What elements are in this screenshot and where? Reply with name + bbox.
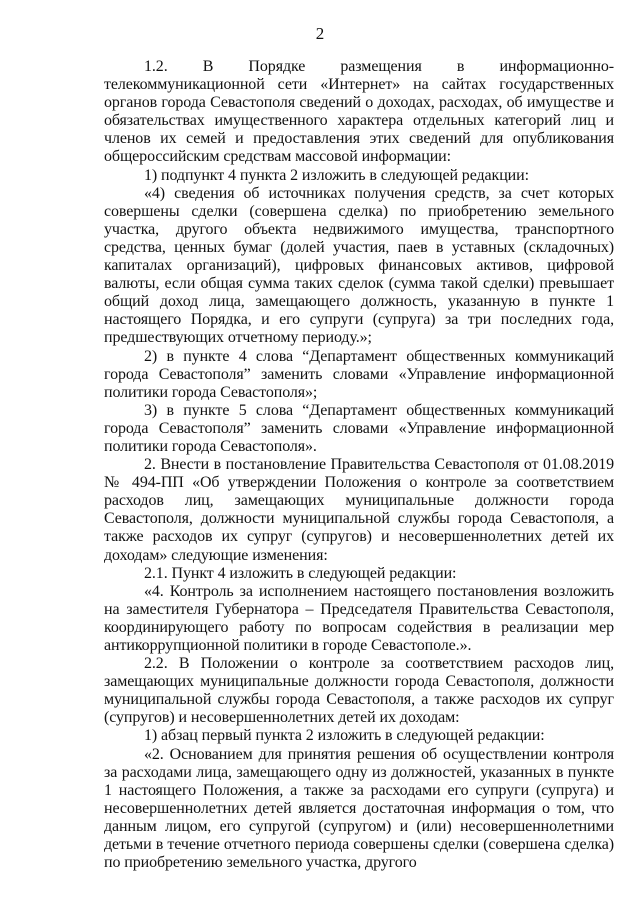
paragraph-1-2: 1.2. В Порядке размещения в информационно-телекоммуникационной сети «Интернет» на сайтах государственных органов города Севастополя сведений о доходах, расходах, об имуществе и обязательствах имущественного характера отдельных категорий лиц и членов их семей и предоставления этих сведений для опубликования общероссийским средствам массовой информации: bbox=[104, 58, 614, 166]
paragraph-2-2: 2.2. В Положении о контроле за соответствием расходов лиц, замещающих муниципальные должности города Севастополя, должности муниципальной службы города Севастополя, а также расходов их супруг (супругов) и несовершеннолетних детей их доходам: bbox=[104, 655, 614, 727]
page-number: 2 bbox=[315, 24, 325, 43]
paragraph-subitem-1: 1) подпункт 4 пункта 2 изложить в следующей редакции: bbox=[144, 166, 529, 184]
paragraph-subitem-3: 3) в пункте 5 слова “Департамент общественных коммуникаций города Севастополя” заменить словами «Управление информационной политики города Севастополя». bbox=[104, 401, 614, 455]
paragraph-2-1: 2.1. Пункт 4 изложить в следующей редакции: bbox=[144, 564, 457, 582]
paragraph-quote-4: «4) сведения об источниках получения средств, за счет которых совершены сделки (совершена сделка) по приобретению земельного участка, другого объекта недвижимого имущества, транспортного средства, ценных бумаг (долей участия, паев в уставных (складочных) капиталах организаций), цифровых финансовых активов, цифровой валюты, если общая сумма таких сделок (сумма такой сделки) превышает общий доход лица, замещающего должность, указанную в пункте 1 настоящего Порядка, и его супруги (супруга) за три последних года, предшествующих отчетному периоду.»; bbox=[104, 184, 614, 347]
paragraph-abzac-1: 1) абзац первый пункта 2 изложить в следующей редакции: bbox=[144, 727, 545, 745]
document-body bbox=[104, 58, 614, 872]
paragraph-quote-control: «4. Контроль за исполнением настоящего постановления возложить на заместителя Губернатора – Председателя Правительства Севастополя, координирующего работу по вопросам содействия в реализации мер антикоррупционной политики в городе Севастополе.». bbox=[104, 582, 614, 654]
paragraph-subitem-2: 2) в пункте 4 слова “Департамент общественных коммуникаций города Севастополя” заменить словами «Управление информационной политики города Севастополя»; bbox=[104, 347, 614, 401]
paragraph-2: 2. Внести в постановление Правительства Севастополя от 01.08.2019 № 494-ПП «Об утверждении Положения о контроле за соответствием расходов лиц, замещающих муниципальные должности города Севастополя, должности муниципальной службы города Севастополя, а также расходов их супруг (супругов) и несовершеннолетних детей их доходам» следующие изменения: bbox=[104, 456, 614, 564]
paragraph-quote-2: «2. Основанием для принятия решения об осуществлении контроля за расходами лица, замещающего одну из должностей, указанных в пункте 1 настоящего Положения, а также за расходами его супруги (супруга) и несовершеннолетних детей является достаточная информация о том, что данным лицом, его супругой (супругом) и (или) несовершеннолетними детьми в течение отчетного периода совершены сделки (совершена сделка) по приобретению земельного участка, другого bbox=[104, 745, 614, 872]
